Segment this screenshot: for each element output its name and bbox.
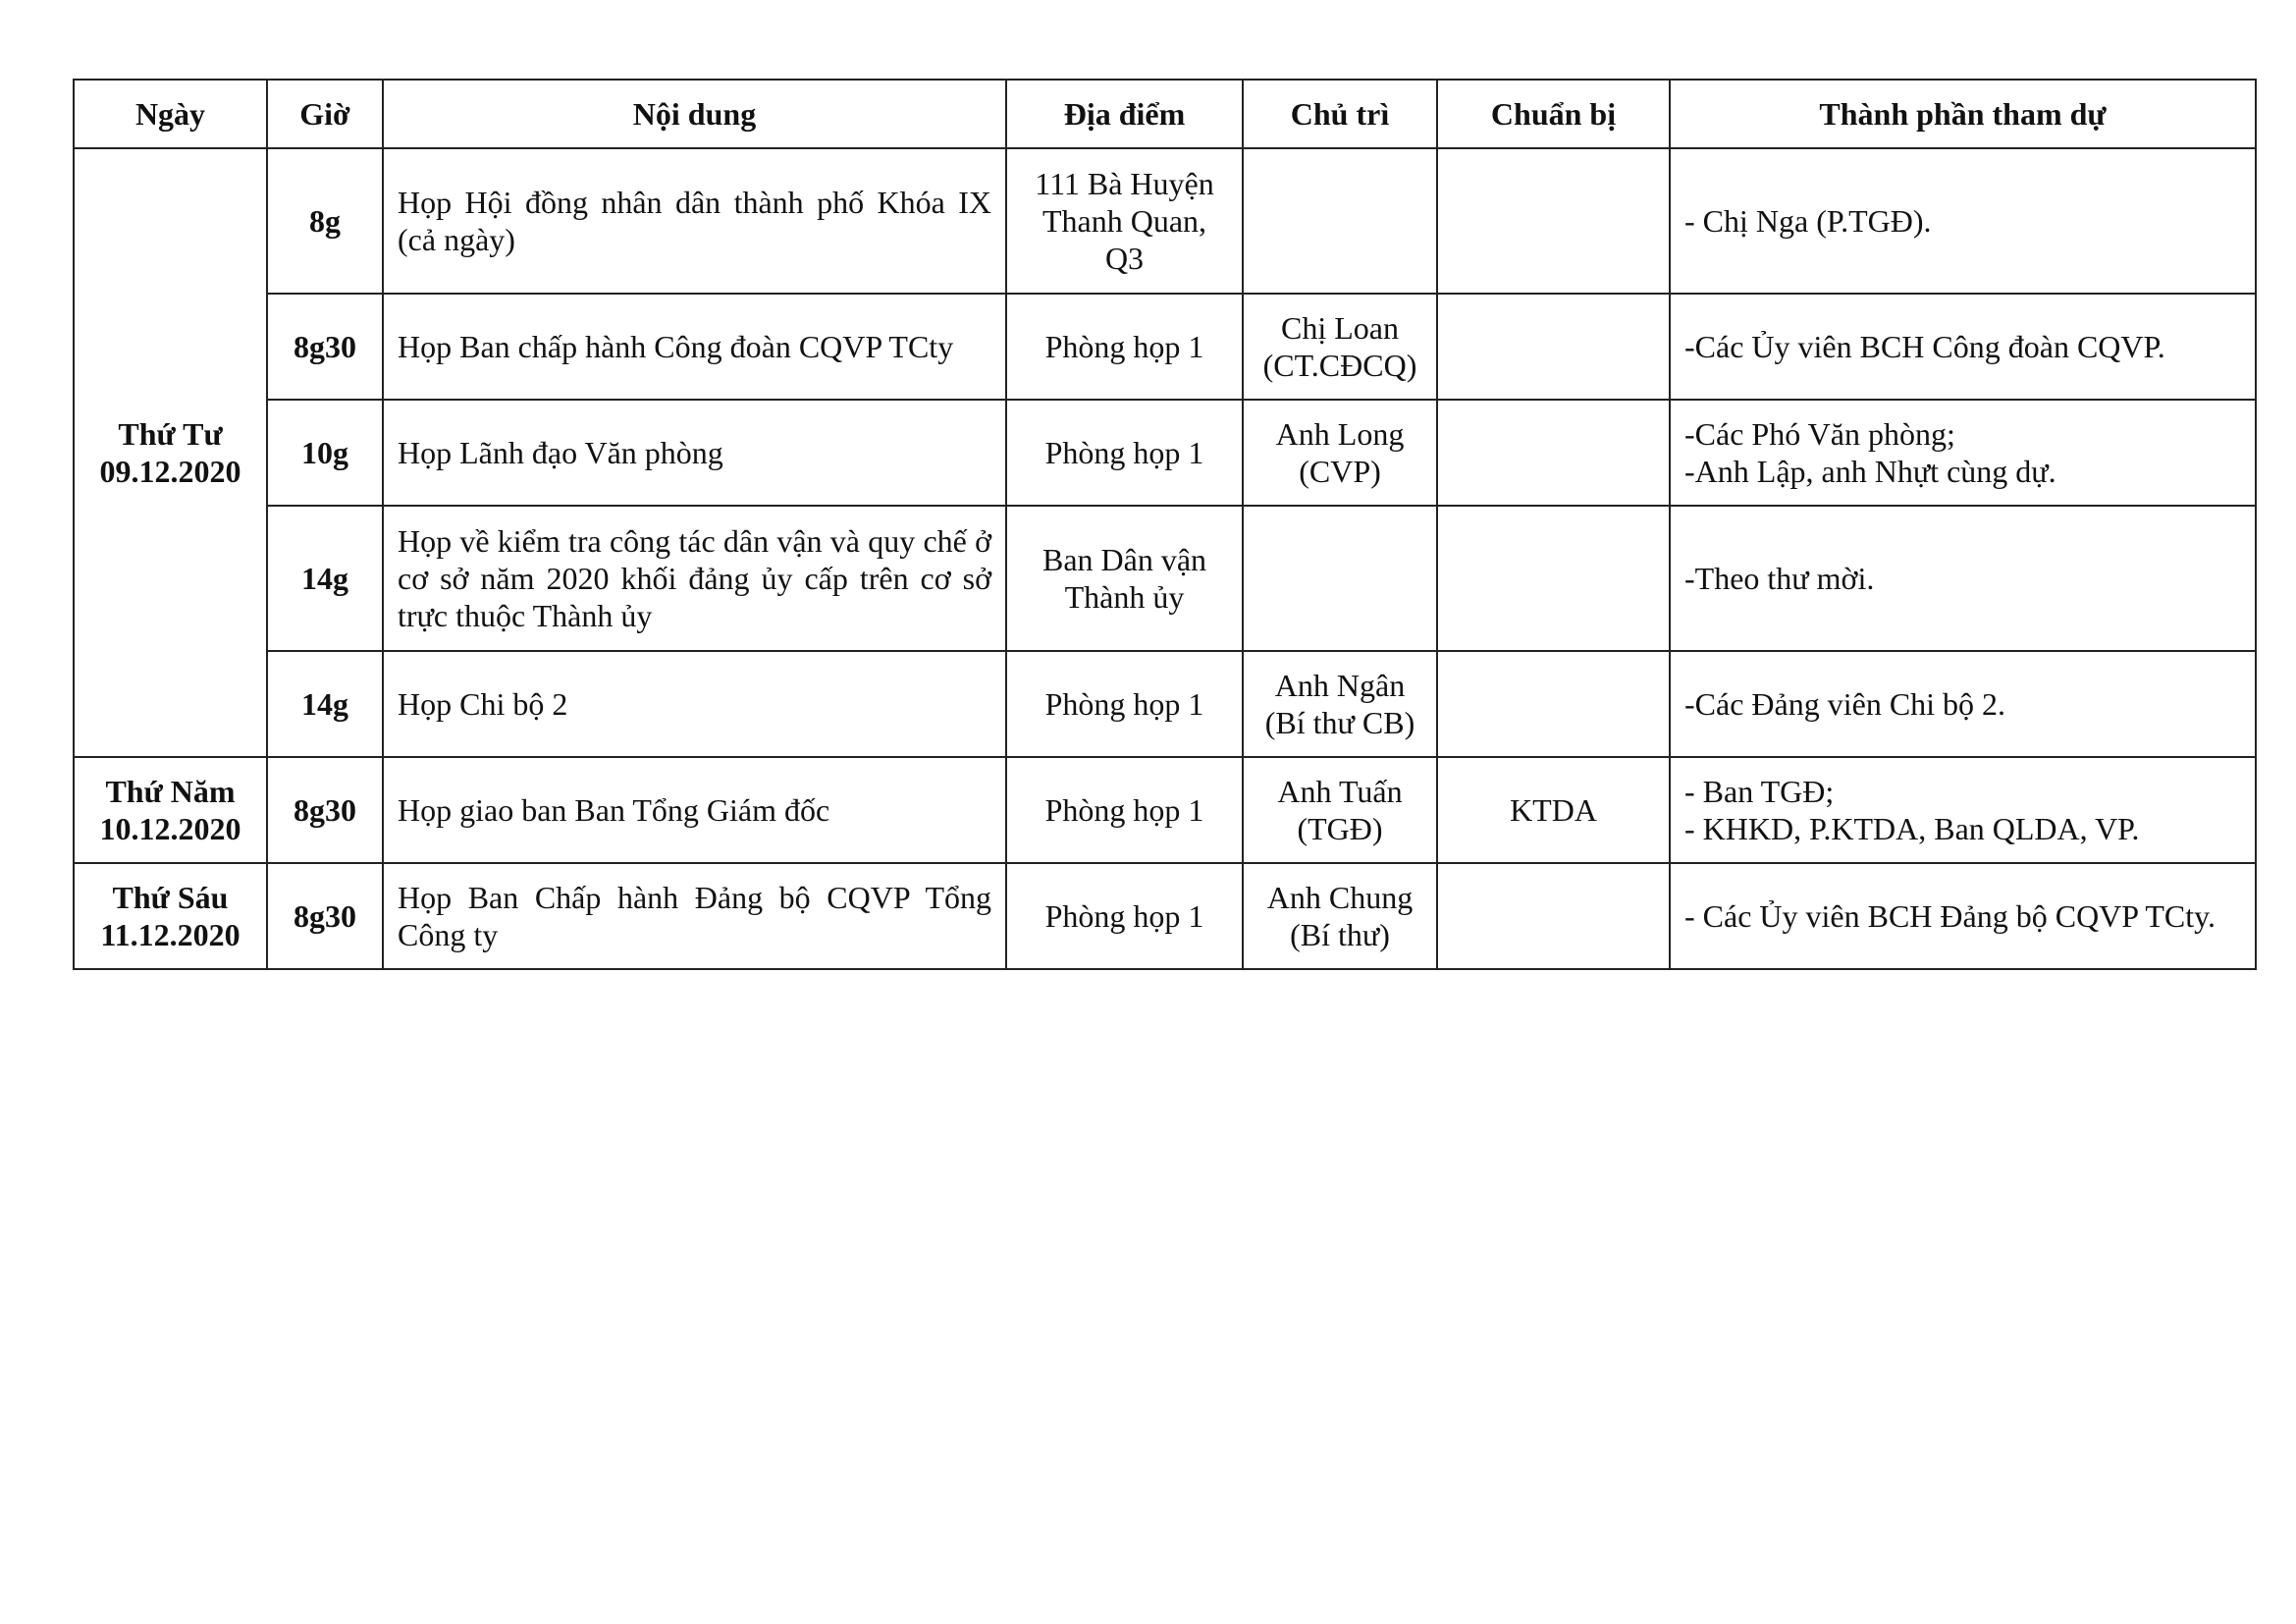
time-cell: 8g30 xyxy=(267,757,383,863)
header-row xyxy=(74,80,2256,148)
location-line: 111 Bà Huyện xyxy=(1035,166,1214,201)
location-cell xyxy=(1006,506,1243,651)
header-host: Chủ trì xyxy=(1243,80,1437,148)
day-date: 09.12.2020 xyxy=(99,454,241,489)
attendees-cell xyxy=(1670,294,2256,400)
host-cell xyxy=(1243,400,1437,506)
location-cell xyxy=(1006,148,1243,294)
prepare-cell xyxy=(1437,863,1670,969)
prepare-cell xyxy=(1437,400,1670,506)
attendees-line: -Theo thư mời. xyxy=(1684,561,1875,596)
host-title: (Bí thư CB) xyxy=(1264,705,1415,740)
location-cell xyxy=(1006,757,1243,863)
time-cell: 8g xyxy=(267,148,383,294)
time-cell: 14g xyxy=(267,506,383,651)
day-cell xyxy=(74,757,267,863)
location-cell xyxy=(1006,400,1243,506)
location-line: Phòng họp 1 xyxy=(1044,792,1204,828)
header-day: Ngày xyxy=(74,80,267,148)
prepare-cell xyxy=(1437,148,1670,294)
content-cell: Họp Ban chấp hành Công đoàn CQVP TCty xyxy=(383,294,1006,400)
prepare-cell xyxy=(1437,651,1670,757)
header-content: Nội dung xyxy=(383,80,1006,148)
table-row xyxy=(74,651,2256,757)
host-title: (TGĐ) xyxy=(1297,811,1383,846)
attendees-line: -Các Đảng viên Chi bộ 2. xyxy=(1684,686,2006,722)
table-row xyxy=(74,294,2256,400)
attendees-line: - KHKD, P.KTDA, Ban QLDA, VP. xyxy=(1684,811,2140,846)
day-cell xyxy=(74,148,267,757)
header-attendees: Thành phần tham dự xyxy=(1670,80,2256,148)
host-title: (CT.CĐCQ) xyxy=(1262,348,1417,383)
attendees-cell xyxy=(1670,651,2256,757)
attendees-line: -Các Ủy viên BCH Công đoàn CQVP. xyxy=(1684,329,2165,364)
location-line: Thanh Quan, xyxy=(1041,203,1207,239)
host-name: Chị Loan xyxy=(1281,310,1399,346)
content-cell: Họp Hội đồng nhân dân thành phố Khóa IX (cả ngày) xyxy=(383,148,1006,294)
attendees-line: - Chị Nga (P.TGĐ). xyxy=(1684,203,1932,239)
host-cell xyxy=(1243,651,1437,757)
location-line: Ban Dân vận xyxy=(1041,542,1207,577)
host-cell xyxy=(1243,863,1437,969)
schedule-document xyxy=(73,79,2255,970)
host-cell xyxy=(1243,506,1437,651)
content-cell: Họp Ban Chấp hành Đảng bộ CQVP Tổng Công ty xyxy=(383,863,1006,969)
location-line: Phòng họp 1 xyxy=(1044,898,1204,934)
attendees-line: -Các Phó Văn phòng; xyxy=(1684,416,1955,452)
content-cell: Họp giao ban Ban Tổng Giám đốc xyxy=(383,757,1006,863)
attendees-cell xyxy=(1670,148,2256,294)
prepare-cell xyxy=(1437,294,1670,400)
attendees-cell xyxy=(1670,506,2256,651)
time-cell: 14g xyxy=(267,651,383,757)
location-line: Phòng họp 1 xyxy=(1044,329,1204,364)
header-time: Giờ xyxy=(267,80,383,148)
attendees-line: -Anh Lập, anh Nhựt cùng dự. xyxy=(1684,454,2056,489)
location-cell xyxy=(1006,294,1243,400)
day-weekday: Thứ Sáu xyxy=(112,880,229,915)
day-weekday: Thứ Tư xyxy=(118,416,223,452)
content-cell: Họp Lãnh đạo Văn phòng xyxy=(383,400,1006,506)
location-line: Phòng họp 1 xyxy=(1044,686,1204,722)
weekly-schedule-table xyxy=(73,79,2257,970)
prepare-cell xyxy=(1437,506,1670,651)
host-title: (Bí thư) xyxy=(1290,917,1390,952)
attendees-line: - Ban TGĐ; xyxy=(1684,774,1835,809)
header-location: Địa điểm xyxy=(1006,80,1243,148)
table-row xyxy=(74,148,2256,294)
table-row xyxy=(74,506,2256,651)
location-line: Phòng họp 1 xyxy=(1044,435,1204,470)
day-date: 11.12.2020 xyxy=(100,917,240,952)
time-cell: 8g30 xyxy=(267,294,383,400)
host-cell xyxy=(1243,757,1437,863)
table-row xyxy=(74,400,2256,506)
host-cell xyxy=(1243,294,1437,400)
host-name: Anh Long xyxy=(1275,416,1405,452)
day-date: 10.12.2020 xyxy=(99,811,241,846)
time-cell: 10g xyxy=(267,400,383,506)
attendees-cell xyxy=(1670,757,2256,863)
attendees-cell xyxy=(1670,863,2256,969)
host-title: (CVP) xyxy=(1299,454,1381,489)
host-name: Anh Tuấn xyxy=(1277,774,1403,809)
time-cell: 8g30 xyxy=(267,863,383,969)
location-line: Q3 xyxy=(1104,241,1145,276)
host-cell xyxy=(1243,148,1437,294)
location-cell xyxy=(1006,863,1243,969)
table-row xyxy=(74,757,2256,863)
day-cell xyxy=(74,863,267,969)
host-name: Anh Ngân xyxy=(1274,668,1406,703)
table-row xyxy=(74,863,2256,969)
content-cell: Họp về kiểm tra công tác dân vận và quy chế ở cơ sở năm 2020 khối đảng ủy cấp trên cơ sở trực thuộc Thành ủy xyxy=(383,506,1006,651)
prepare-cell: KTDA xyxy=(1437,757,1670,863)
content-cell: Họp Chi bộ 2 xyxy=(383,651,1006,757)
location-line: Thành ủy xyxy=(1064,579,1185,615)
location-cell xyxy=(1006,651,1243,757)
day-weekday: Thứ Năm xyxy=(105,774,236,809)
header-prepare: Chuẩn bị xyxy=(1437,80,1670,148)
host-name: Anh Chung xyxy=(1266,880,1414,915)
attendees-cell xyxy=(1670,400,2256,506)
attendees-line: - Các Ủy viên BCH Đảng bộ CQVP TCty. xyxy=(1684,898,2216,934)
